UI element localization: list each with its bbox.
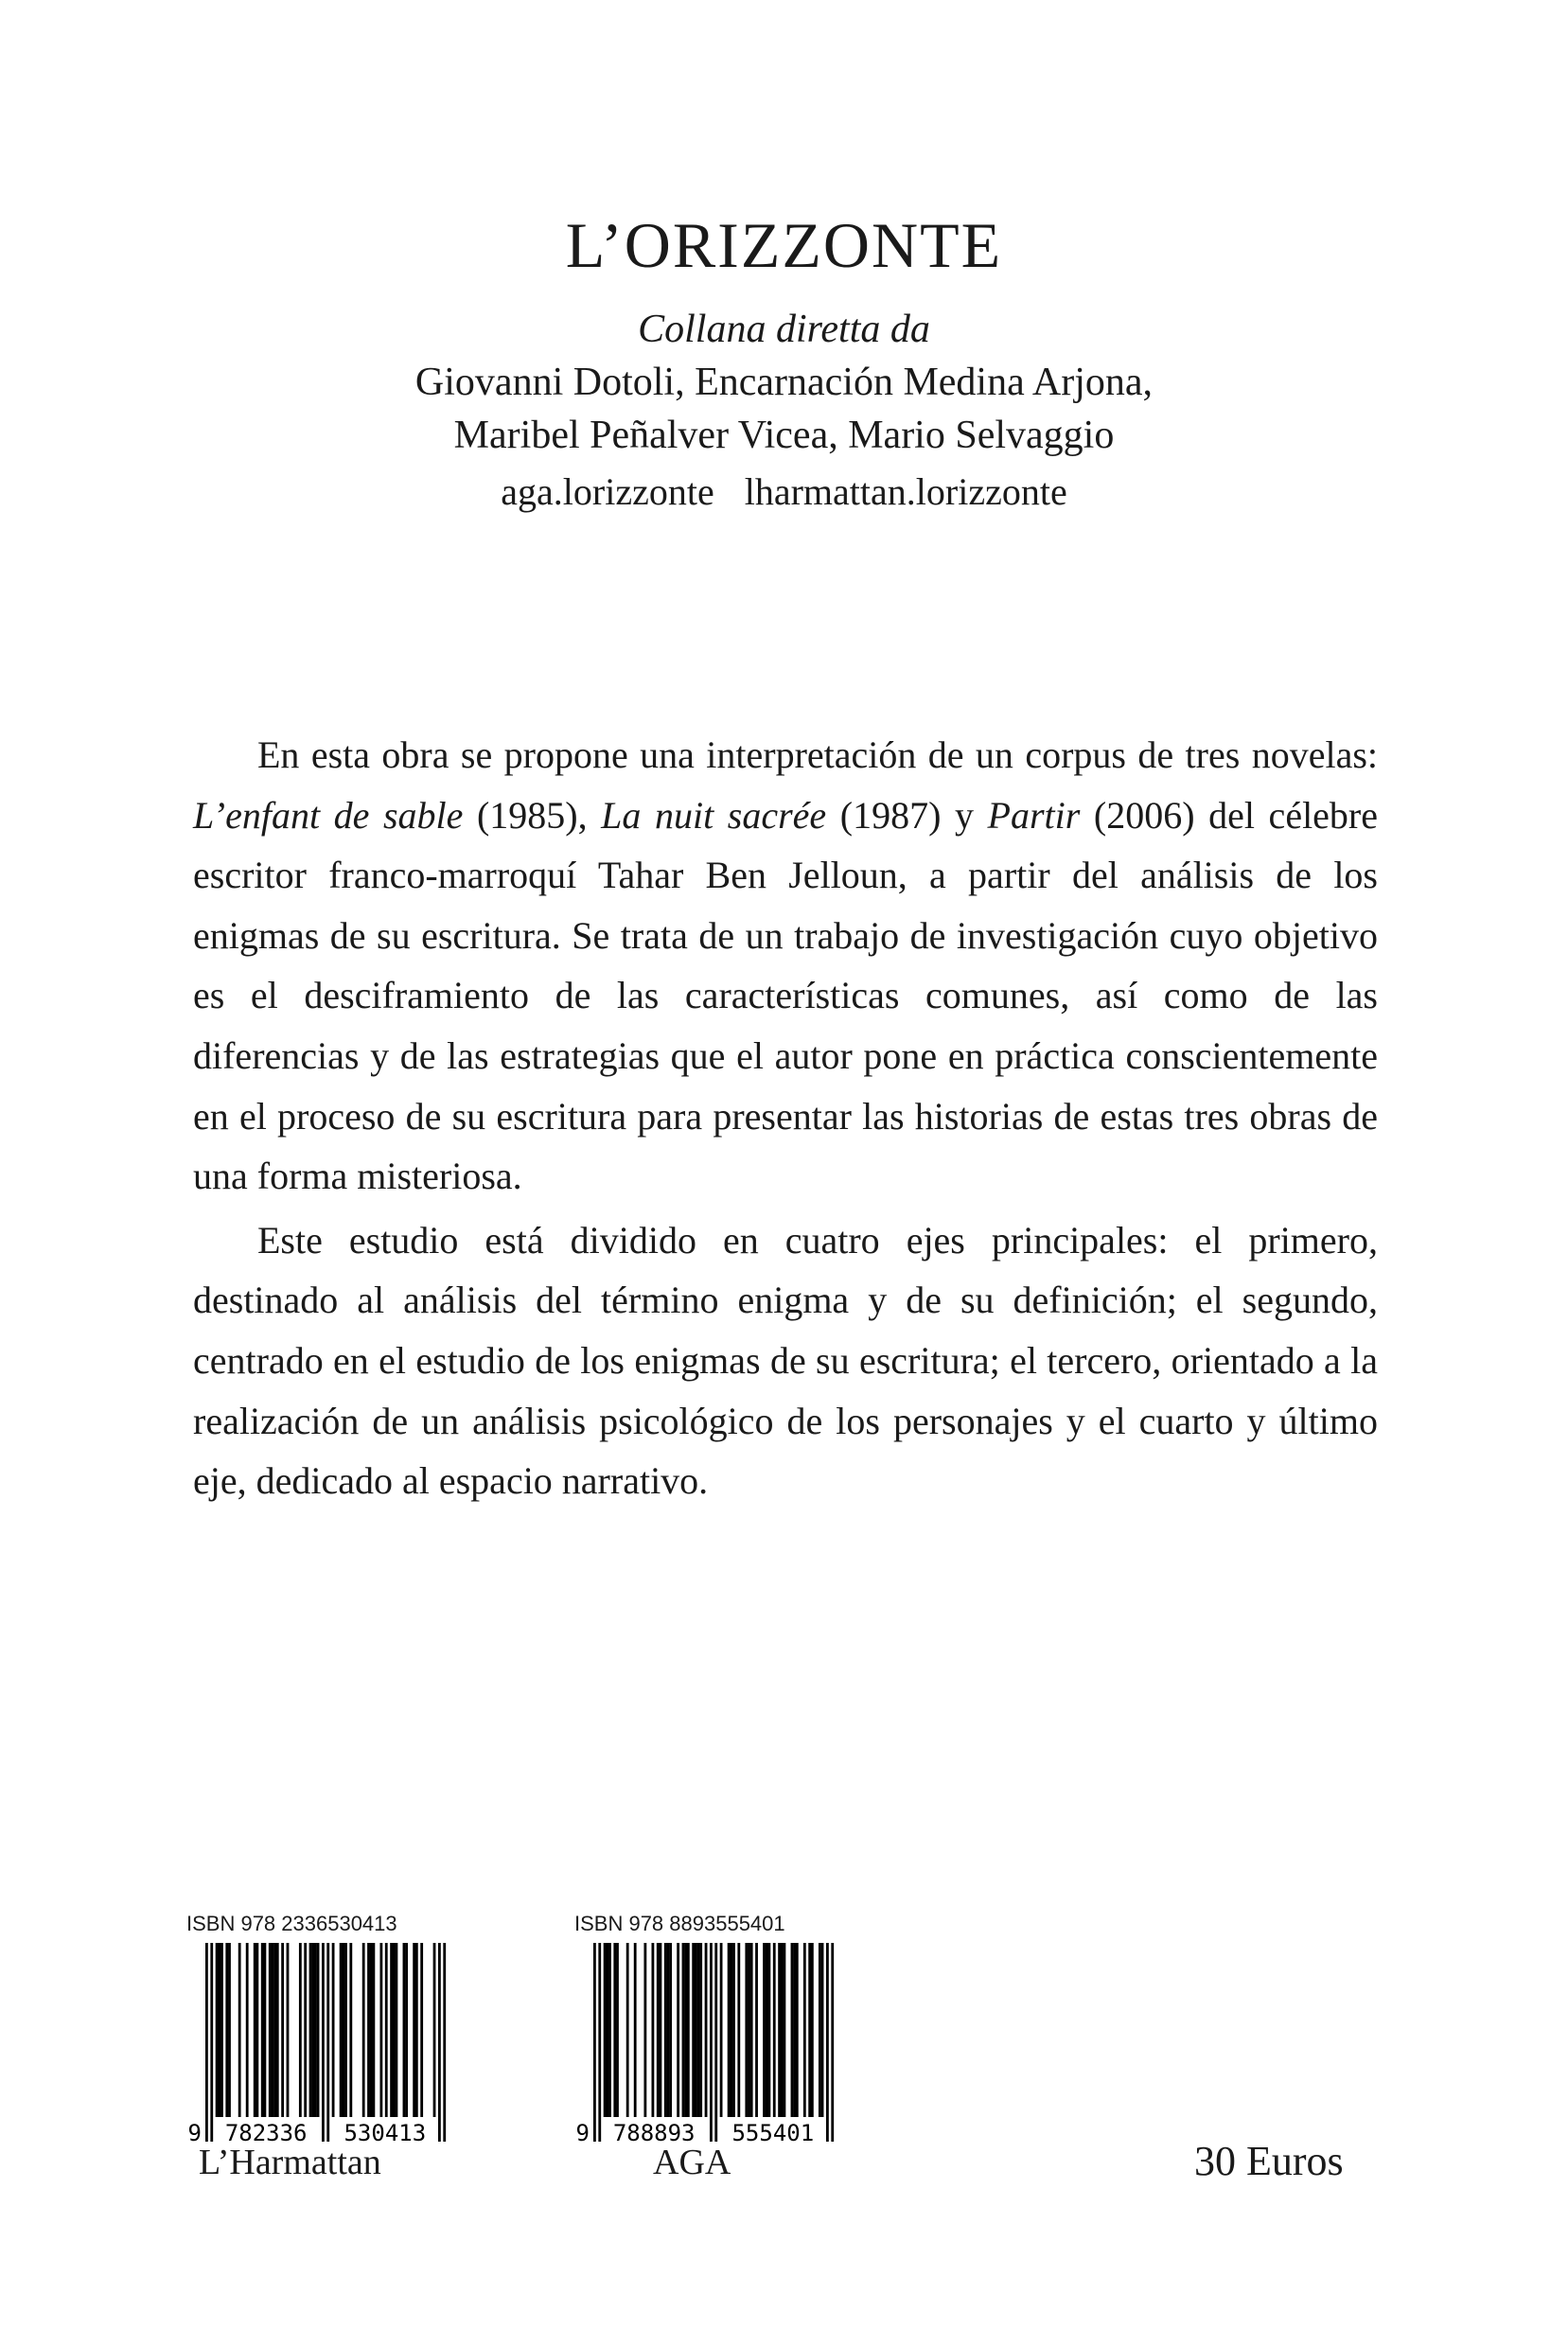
barcode-bar	[362, 1943, 365, 2117]
barcode-bar	[608, 1943, 611, 2117]
barcode-bar	[695, 1943, 697, 2117]
barcode-bar	[728, 1943, 731, 2117]
barcode-bar	[669, 1943, 672, 2117]
series-header	[0, 203, 1568, 519]
barcode-bar	[281, 1943, 284, 2117]
barcode-bar	[390, 1943, 393, 2117]
barcode-bar	[793, 1943, 796, 2117]
social-handle-aga: aga.lorizzonte	[501, 470, 714, 513]
blurb-paragraph-1: En esta obra se propone una interpretación de un corpus de tres novelas: L’enfant de sable (1985), La nuit sacrée (1987) y Partir (2006) del célebre escritor franco-marroquí Tahar Ben Jelloun, a partir del análisis de los enigmas de su escritura. Se trata de un trabajo de investigación cuyo objetivo es el desciframiento de las características comunes, así como de las diferencias y de las estrategias que el autor pone en práctica conscientemente en el proceso de su escritura para presentar las historias de estas tres obras de una forma misteriosa.	[193, 733, 1379, 1198]
barcode-bar	[692, 1943, 695, 2117]
social-handle-lharmattan: lharmattan.lorizzonte	[744, 470, 1067, 513]
barcode-bar	[710, 1943, 713, 2142]
barcode-bar	[225, 1943, 228, 2117]
publisher-name-aga: AGA	[653, 2143, 731, 2182]
barcode-bar	[677, 1943, 679, 2117]
barcode-bar	[340, 1943, 343, 2117]
barcode-bar	[269, 1943, 272, 2117]
barcode-bar	[344, 1943, 347, 2117]
barcode-bar	[261, 1943, 264, 2117]
barcode-bar	[276, 1943, 279, 2117]
barcode-bar	[322, 1943, 325, 2142]
barcode-bar	[697, 1943, 700, 2117]
barcode-bar	[667, 1943, 670, 2117]
barcode-bar	[393, 1943, 396, 2117]
barcode-bar	[831, 1943, 834, 2142]
barcode-bar	[737, 1943, 740, 2117]
barcode-bar	[370, 1943, 373, 2117]
barcode-bars	[573, 1943, 837, 2145]
barcode-bar	[682, 1943, 685, 2117]
series-editors-line-1: Giovanni Dotoli, Encarnación Medina Arjona,	[414, 361, 1154, 404]
barcode-bar	[272, 1943, 274, 2117]
barcode-bar	[748, 1943, 750, 2117]
back-cover-blurb	[193, 725, 1378, 1511]
book-title-lenfant-de-sable: L’enfant de sable	[193, 793, 464, 837]
barcode-bar	[246, 1943, 249, 2117]
barcode-bar	[403, 1943, 406, 2117]
barcode-bar	[263, 1943, 266, 2117]
barcode-bar	[634, 1943, 637, 2117]
barcode-bar	[598, 1943, 601, 2142]
book-title-partir: Partir	[987, 793, 1081, 837]
barcode-bars	[185, 1943, 449, 2145]
barcode-bar	[755, 1943, 758, 2117]
barcode-bar	[811, 1943, 814, 2117]
barcode-bar	[767, 1943, 770, 2117]
barcode-bar	[255, 1943, 258, 2117]
series-editors-line-2: Maribel Peñalver Vicea, Mario Selvaggio	[453, 414, 1115, 457]
barcode-bar	[372, 1943, 375, 2117]
price: 30 Euros	[1194, 2138, 1344, 2184]
barcode-bar	[287, 1943, 290, 2117]
publisher-name-lharmattan: L’Harmattan	[199, 2143, 381, 2182]
barcode-bar	[750, 1943, 753, 2117]
isbn-label: ISBN 978 8893555401	[574, 1912, 785, 1935]
series-title: L’ORIZZONTE	[565, 209, 1003, 281]
barcode-bar	[613, 1943, 616, 2117]
barcode-bar	[311, 1943, 314, 2117]
barcode-bar	[745, 1943, 748, 2117]
barcode-bar	[379, 1943, 382, 2117]
barcode-bar	[773, 1943, 776, 2117]
barcode-aga	[573, 1911, 837, 2145]
barcode-bar	[720, 1943, 723, 2117]
barcode-bar	[438, 1943, 441, 2142]
barcode-bar	[367, 1943, 370, 2117]
barcode-bar	[405, 1943, 408, 2117]
barcode-bar	[273, 1943, 276, 2117]
barcode-bar	[763, 1943, 766, 2117]
barcode-bar	[332, 1943, 335, 2117]
barcode-bar	[643, 1943, 646, 2117]
barcode-bar	[420, 1943, 423, 2117]
barcode-digits-left: 782336	[224, 2120, 308, 2145]
barcode-bar	[413, 1943, 415, 2117]
barcode-digit-lead: 9	[575, 2120, 590, 2145]
barcode-bar	[385, 1943, 388, 2117]
barcode-bar	[349, 1943, 352, 2117]
barcode-bar	[778, 1943, 781, 2117]
barcode-bar	[216, 1943, 219, 2117]
barcode-bar	[238, 1943, 241, 2117]
barcode-bar	[220, 1943, 223, 2117]
barcode-bar	[730, 1943, 732, 2117]
barcode-bar	[415, 1943, 418, 2117]
barcode-bar	[784, 1943, 786, 2117]
barcode-bar	[396, 1943, 398, 2117]
barcode-bar	[309, 1943, 312, 2117]
barcode-bar	[732, 1943, 735, 2117]
barcode-bar	[314, 1943, 317, 2117]
series-directed-by: Collana diretta da	[638, 308, 930, 351]
barcode-bar	[699, 1943, 702, 2117]
series-social-handles	[0, 466, 1568, 519]
barcode-bar	[304, 1943, 307, 2117]
barcode-lharmattan	[185, 1911, 449, 2145]
barcode-bar	[604, 1943, 607, 2117]
barcode-bar	[205, 1943, 208, 2142]
barcode-bar	[821, 1943, 824, 2117]
barcode-digits-right: 530413	[344, 2120, 427, 2145]
barcode-bar	[664, 1943, 667, 2117]
barcode-bar	[766, 1943, 768, 2117]
barcode-bar	[210, 1943, 213, 2142]
barcode-bar	[317, 1943, 320, 2117]
barcode-digit-lead: 9	[187, 2120, 202, 2145]
barcode-bar	[433, 1943, 436, 2117]
barcode-bar	[808, 1943, 811, 2117]
barcode-bar	[218, 1943, 220, 2117]
barcode-bar	[228, 1943, 231, 2117]
barcode-bar	[826, 1943, 829, 2142]
barcode-bar	[687, 1943, 690, 2117]
barcode-bar	[714, 1943, 717, 2142]
barcode-bar	[819, 1943, 821, 2117]
barcode-bar	[657, 1943, 660, 2117]
blurb-paragraph-2: Este estudio está dividido en cuatro ejes principales: el primero, destinado al análisis del término enigma y de su definición; el segundo, centrado en el estudio de los enigmas de su escritura; el tercero, orientado a la realización de un análisis psicológico de los personajes y el cuarto y último eje, dedicado al espacio narrativo.	[193, 1218, 1378, 1503]
barcode-bar	[803, 1943, 806, 2117]
barcode-bar	[796, 1943, 799, 2117]
barcode-bar	[606, 1943, 608, 2117]
barcode-bar	[781, 1943, 784, 2117]
barcode-bar	[443, 1943, 446, 2142]
barcode-digits-left: 788893	[612, 2120, 696, 2145]
barcode-bar	[616, 1943, 619, 2117]
book-title-la-nuit-sacree: La nuit sacrée	[601, 793, 827, 837]
barcode-bar	[791, 1943, 794, 2117]
barcode-bar	[684, 1943, 687, 2117]
barcode-bar	[342, 1943, 344, 2117]
isbn-label: ISBN 978 2336530413	[186, 1912, 397, 1935]
barcode-digits-right: 555401	[731, 2120, 815, 2145]
barcode-bar	[705, 1943, 708, 2117]
barcode-bar	[299, 1943, 302, 2117]
barcode-bar	[660, 1943, 662, 2117]
barcode-bar	[651, 1943, 654, 2117]
barcode-bar	[326, 1943, 329, 2142]
barcode-bar	[254, 1943, 256, 2117]
barcode-bar	[593, 1943, 596, 2142]
barcode-bar	[626, 1943, 629, 2117]
